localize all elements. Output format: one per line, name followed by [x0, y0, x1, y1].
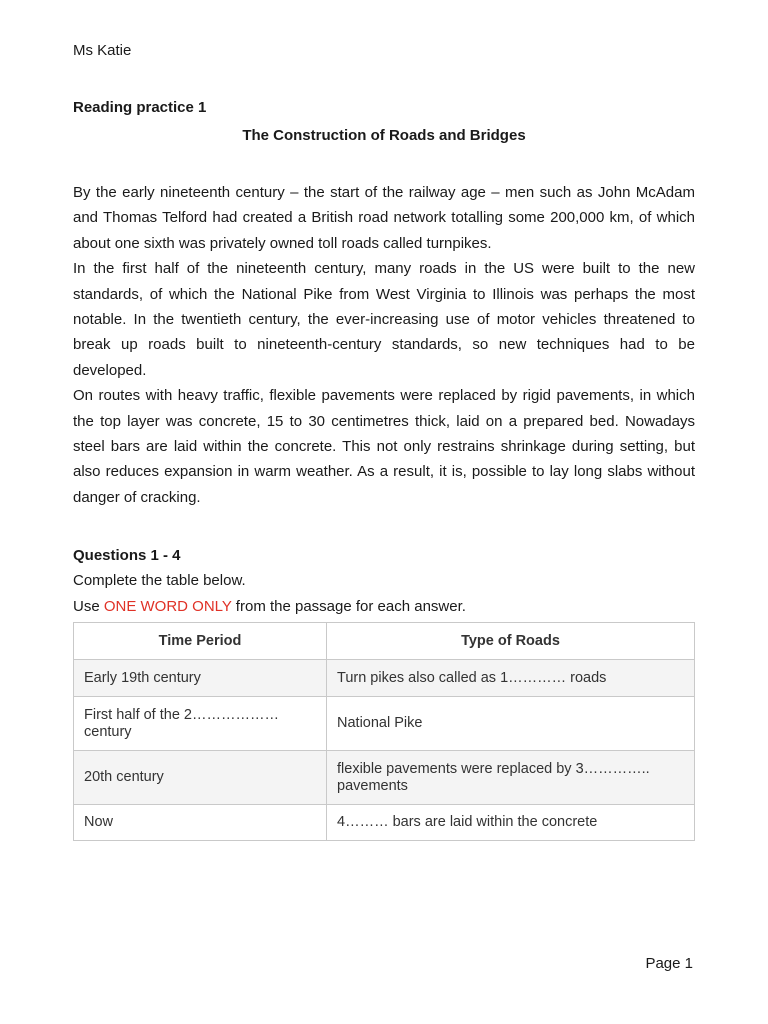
questions-block: [73, 543, 466, 619]
page-number: Page 1: [645, 955, 693, 972]
table-header-row: [74, 623, 695, 660]
table-cell: 4……… bars are laid within the concrete: [327, 805, 695, 841]
column-header-type-of-roads: Type of Roads: [327, 623, 695, 660]
table-row: [74, 751, 695, 805]
instruction-suffix: from the passage for each answer.: [231, 597, 466, 615]
passage-paragraph: On routes with heavy traffic, flexible pavements were replaced by rigid pavements, in which the top layer was concrete, 15 to 30 centimetres thick, laid on a prepared bed. Nowadays steel bars are laid within the concrete. This not only restrains shrinkage during setting, but also reduces expansion in warm weather. As a result, it is, possible to lay long slabs without danger of cracking.: [73, 387, 695, 506]
table-cell: First half of the 2……………… century: [74, 697, 327, 751]
author-name: Ms Katie: [73, 42, 132, 59]
table-cell: 20th century: [74, 751, 327, 805]
questions-instruction: Complete the table below.: [73, 572, 246, 590]
passage-title: The Construction of Roads and Bridges: [242, 127, 526, 144]
word-limit-instruction: [73, 594, 466, 619]
word-limit-highlight: ONE WORD ONLY: [103, 597, 232, 615]
section-heading: Reading practice 1: [73, 99, 207, 116]
passage-paragraph: In the first half of the nineteenth century, many roads in the US were built to the new standards, of which the National Pike from West Virginia to Illinois was perhaps the most notable. In the twentieth century, the ever-increasing use of motor vehicles threatened to break up roads built to nineteenth-century standards, so new techniques had to be developed.: [73, 260, 695, 379]
table-cell: Early 19th century: [74, 660, 327, 697]
table-row: [74, 697, 695, 751]
instruction-prefix: Use: [73, 597, 104, 615]
table-row: [74, 805, 695, 841]
table-cell: Turn pikes also called as 1………… roads: [327, 660, 695, 697]
column-header-time-period: Time Period: [74, 623, 327, 660]
table-cell: Now: [74, 805, 327, 841]
table-cell: flexible pavements were replaced by 3………….. pavements: [327, 751, 695, 805]
answer-table: [73, 622, 695, 841]
passage-paragraph: By the early nineteenth century – the start of the railway age – men such as John McAdam and Thomas Telford had created a British road network totalling some 200,000 km, of which about one sixth was privately owned toll roads called turnpikes.: [73, 184, 695, 252]
table-cell: National Pike: [327, 697, 695, 751]
reading-passage: [73, 180, 695, 510]
table-row: [74, 660, 695, 697]
questions-heading: Questions 1 - 4: [73, 547, 181, 564]
